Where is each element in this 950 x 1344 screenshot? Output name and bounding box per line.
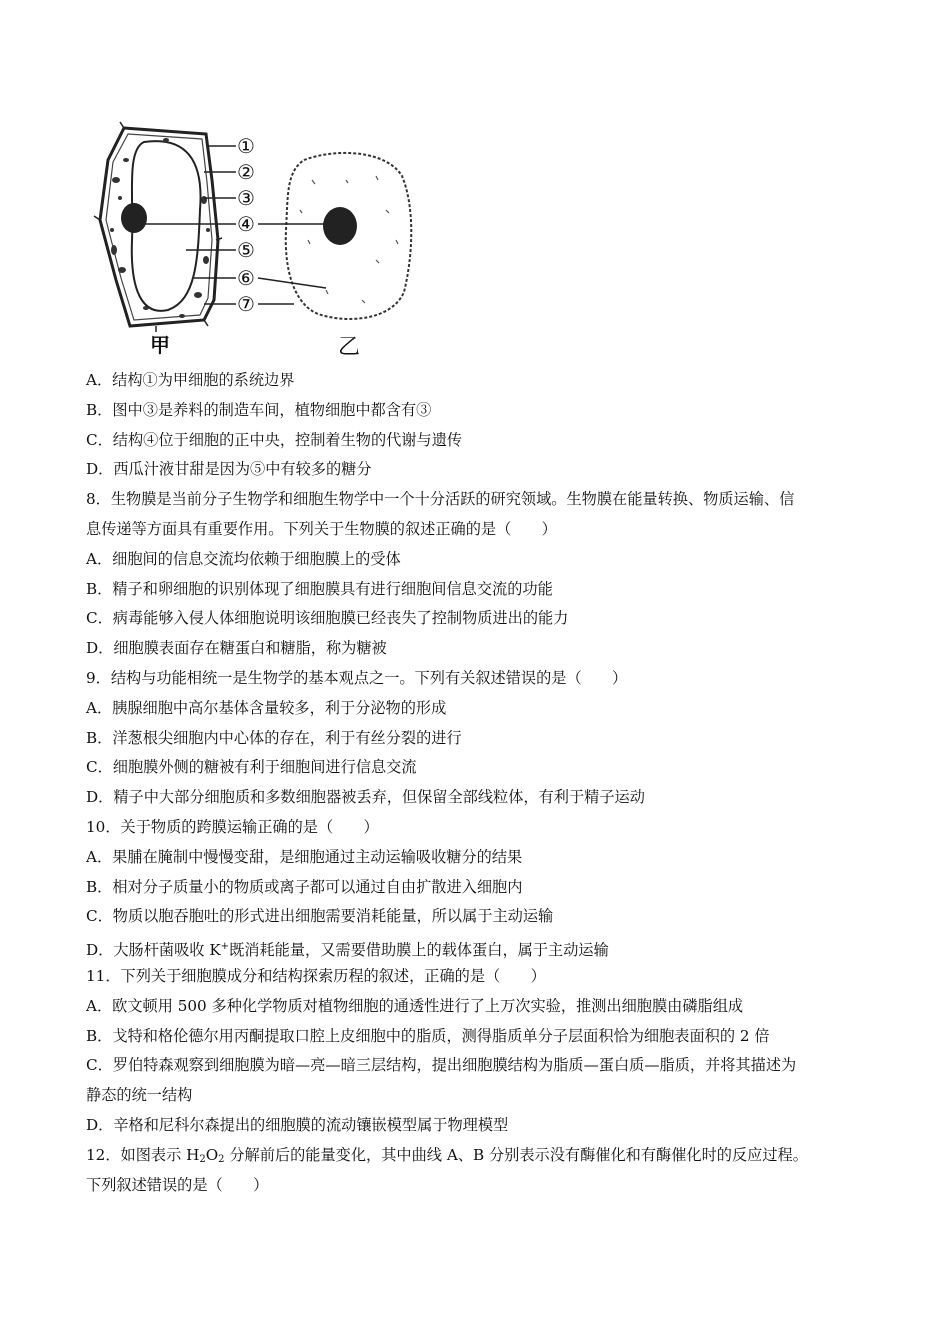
cell-b-label: 乙 xyxy=(338,335,361,360)
animal-cell-drawing xyxy=(286,153,412,319)
q10-option-a: A．果脯在腌制中慢慢变甜，是细胞通过主动运输吸收糖分的结果 xyxy=(86,847,523,866)
q8-option-b: B．精子和卵细胞的识别体现了细胞膜具有进行细胞间信息交流的功能 xyxy=(86,579,553,598)
q8-option-d: D．细胞膜表面存在糖蛋白和糖脂，称为糖被 xyxy=(86,639,387,658)
q12-stem-pre: 12．如图表示 H xyxy=(86,1145,200,1164)
label-7: ⑦ xyxy=(237,292,255,316)
q7-option-d: D．西瓜汁液甘甜是因为⑤中有较多的糖分 xyxy=(86,460,372,479)
o2-subscript: 2 xyxy=(218,1153,225,1165)
q9-option-b: B．洋葱根尖细胞内中心体的存在，利于有丝分裂的进行 xyxy=(86,728,462,747)
q10-stem: 10．关于物质的跨膜运输正确的是（ ） xyxy=(86,817,379,836)
h2-subscript: 2 xyxy=(199,1153,206,1165)
structure-labels xyxy=(237,134,255,316)
q8-option-c: C．病毒能够入侵人体细胞说明该细胞膜已经丧失了控制物质进出的能力 xyxy=(86,609,569,628)
q9-option-a: A．胰腺细胞中高尔基体含量较多，利于分泌物的形成 xyxy=(86,698,447,717)
q10-option-c: C．物质以胞吞胞吐的形式进出细胞需要消耗能量，所以属于主动运输 xyxy=(86,907,554,926)
label-5: ⑤ xyxy=(237,238,255,262)
q7-option-b: B．图中③是养料的制造车间，植物细胞中都含有③ xyxy=(86,400,432,419)
q9-option-d: D．精子中大部分细胞质和多数细胞器被丢弃，但保留全部线粒体，有利于精子运动 xyxy=(86,788,645,807)
label-2: ② xyxy=(237,160,255,184)
cell-a-label: 甲 xyxy=(150,333,170,357)
q11-stem: 11．下列关于细胞膜成分和结构探索历程的叙述，正确的是（ ） xyxy=(86,966,546,985)
label-4: ④ xyxy=(237,212,255,236)
q12-stem-post: 分解前后的能量变化，其中曲线 A、B 分别表示没有酶催化和有酶催化时的反应过程。 xyxy=(224,1145,808,1164)
potassium-charge: + xyxy=(220,941,230,953)
cell-figure xyxy=(86,120,416,360)
q11-option-b: B．戈特和格伦德尔用丙酮提取口腔上皮细胞中的脂质，测得脂质单分子层面积恰为细胞表面积的 2 倍 xyxy=(86,1026,770,1045)
label-1: ① xyxy=(237,134,255,158)
label-3: ③ xyxy=(237,186,255,210)
q10-option-d-pre: D．大肠杆菌吸收 K xyxy=(86,941,221,960)
q10-option-d-post: 既消耗能量，又需要借助膜上的载体蛋白，属于主动运输 xyxy=(229,941,609,960)
q7-option-c: C．结构④位于细胞的正中央，控制着生物的代谢与遗传 xyxy=(86,430,463,449)
q8-option-a: A．细胞间的信息交流均依赖于细胞膜上的受体 xyxy=(86,549,401,568)
plant-cell-drawing xyxy=(94,122,222,332)
q8-stem-line1: 8．生物膜是当前分子生物学和细胞生物学中一个十分活跃的研究领域。生物膜在能量转换、物质运输、信 xyxy=(86,490,795,509)
q10-option-b: B．相对分子质量小的物质或离子都可以通过自由扩散进入细胞内 xyxy=(86,877,523,896)
q7-option-a: A．结构①为甲细胞的系统边界 xyxy=(86,371,295,389)
q12-stem-line1 xyxy=(86,1141,876,1171)
q8-stem-line2: 息传递等方面具有重要作用。下列关于生物膜的叙述正确的是（ ） xyxy=(86,519,557,538)
q11-option-c-line2: 静态的统一结构 xyxy=(86,1086,193,1105)
q12-stem-line2: 下列叙述错误的是（ ） xyxy=(86,1175,269,1194)
q12-stem-mid: O xyxy=(205,1145,219,1164)
q9-option-c: C．细胞膜外侧的糖被有利于细胞间进行信息交流 xyxy=(86,758,417,777)
cell-diagram xyxy=(86,120,416,360)
q11-option-a: A．欧文顿用 500 多种化学物质对植物细胞的通透性进行了上万次实验，推测出细胞膜由磷脂组成 xyxy=(86,996,744,1015)
q11-option-c-line1: C．罗伯特森观察到细胞膜为暗—亮—暗三层结构，提出细胞膜结构为脂质—蛋白质—脂质，并将其描述为 xyxy=(86,1056,797,1075)
q10-option-d xyxy=(86,932,876,962)
label-6: ⑥ xyxy=(237,266,255,290)
q9-stem: 9．结构与功能相统一是生物学的基本观点之一。下列有关叙述错误的是（ ） xyxy=(86,668,628,687)
question-text xyxy=(86,366,876,1200)
q11-option-d: D．辛格和尼科尔森提出的细胞膜的流动镶嵌模型属于物理模型 xyxy=(86,1115,509,1134)
